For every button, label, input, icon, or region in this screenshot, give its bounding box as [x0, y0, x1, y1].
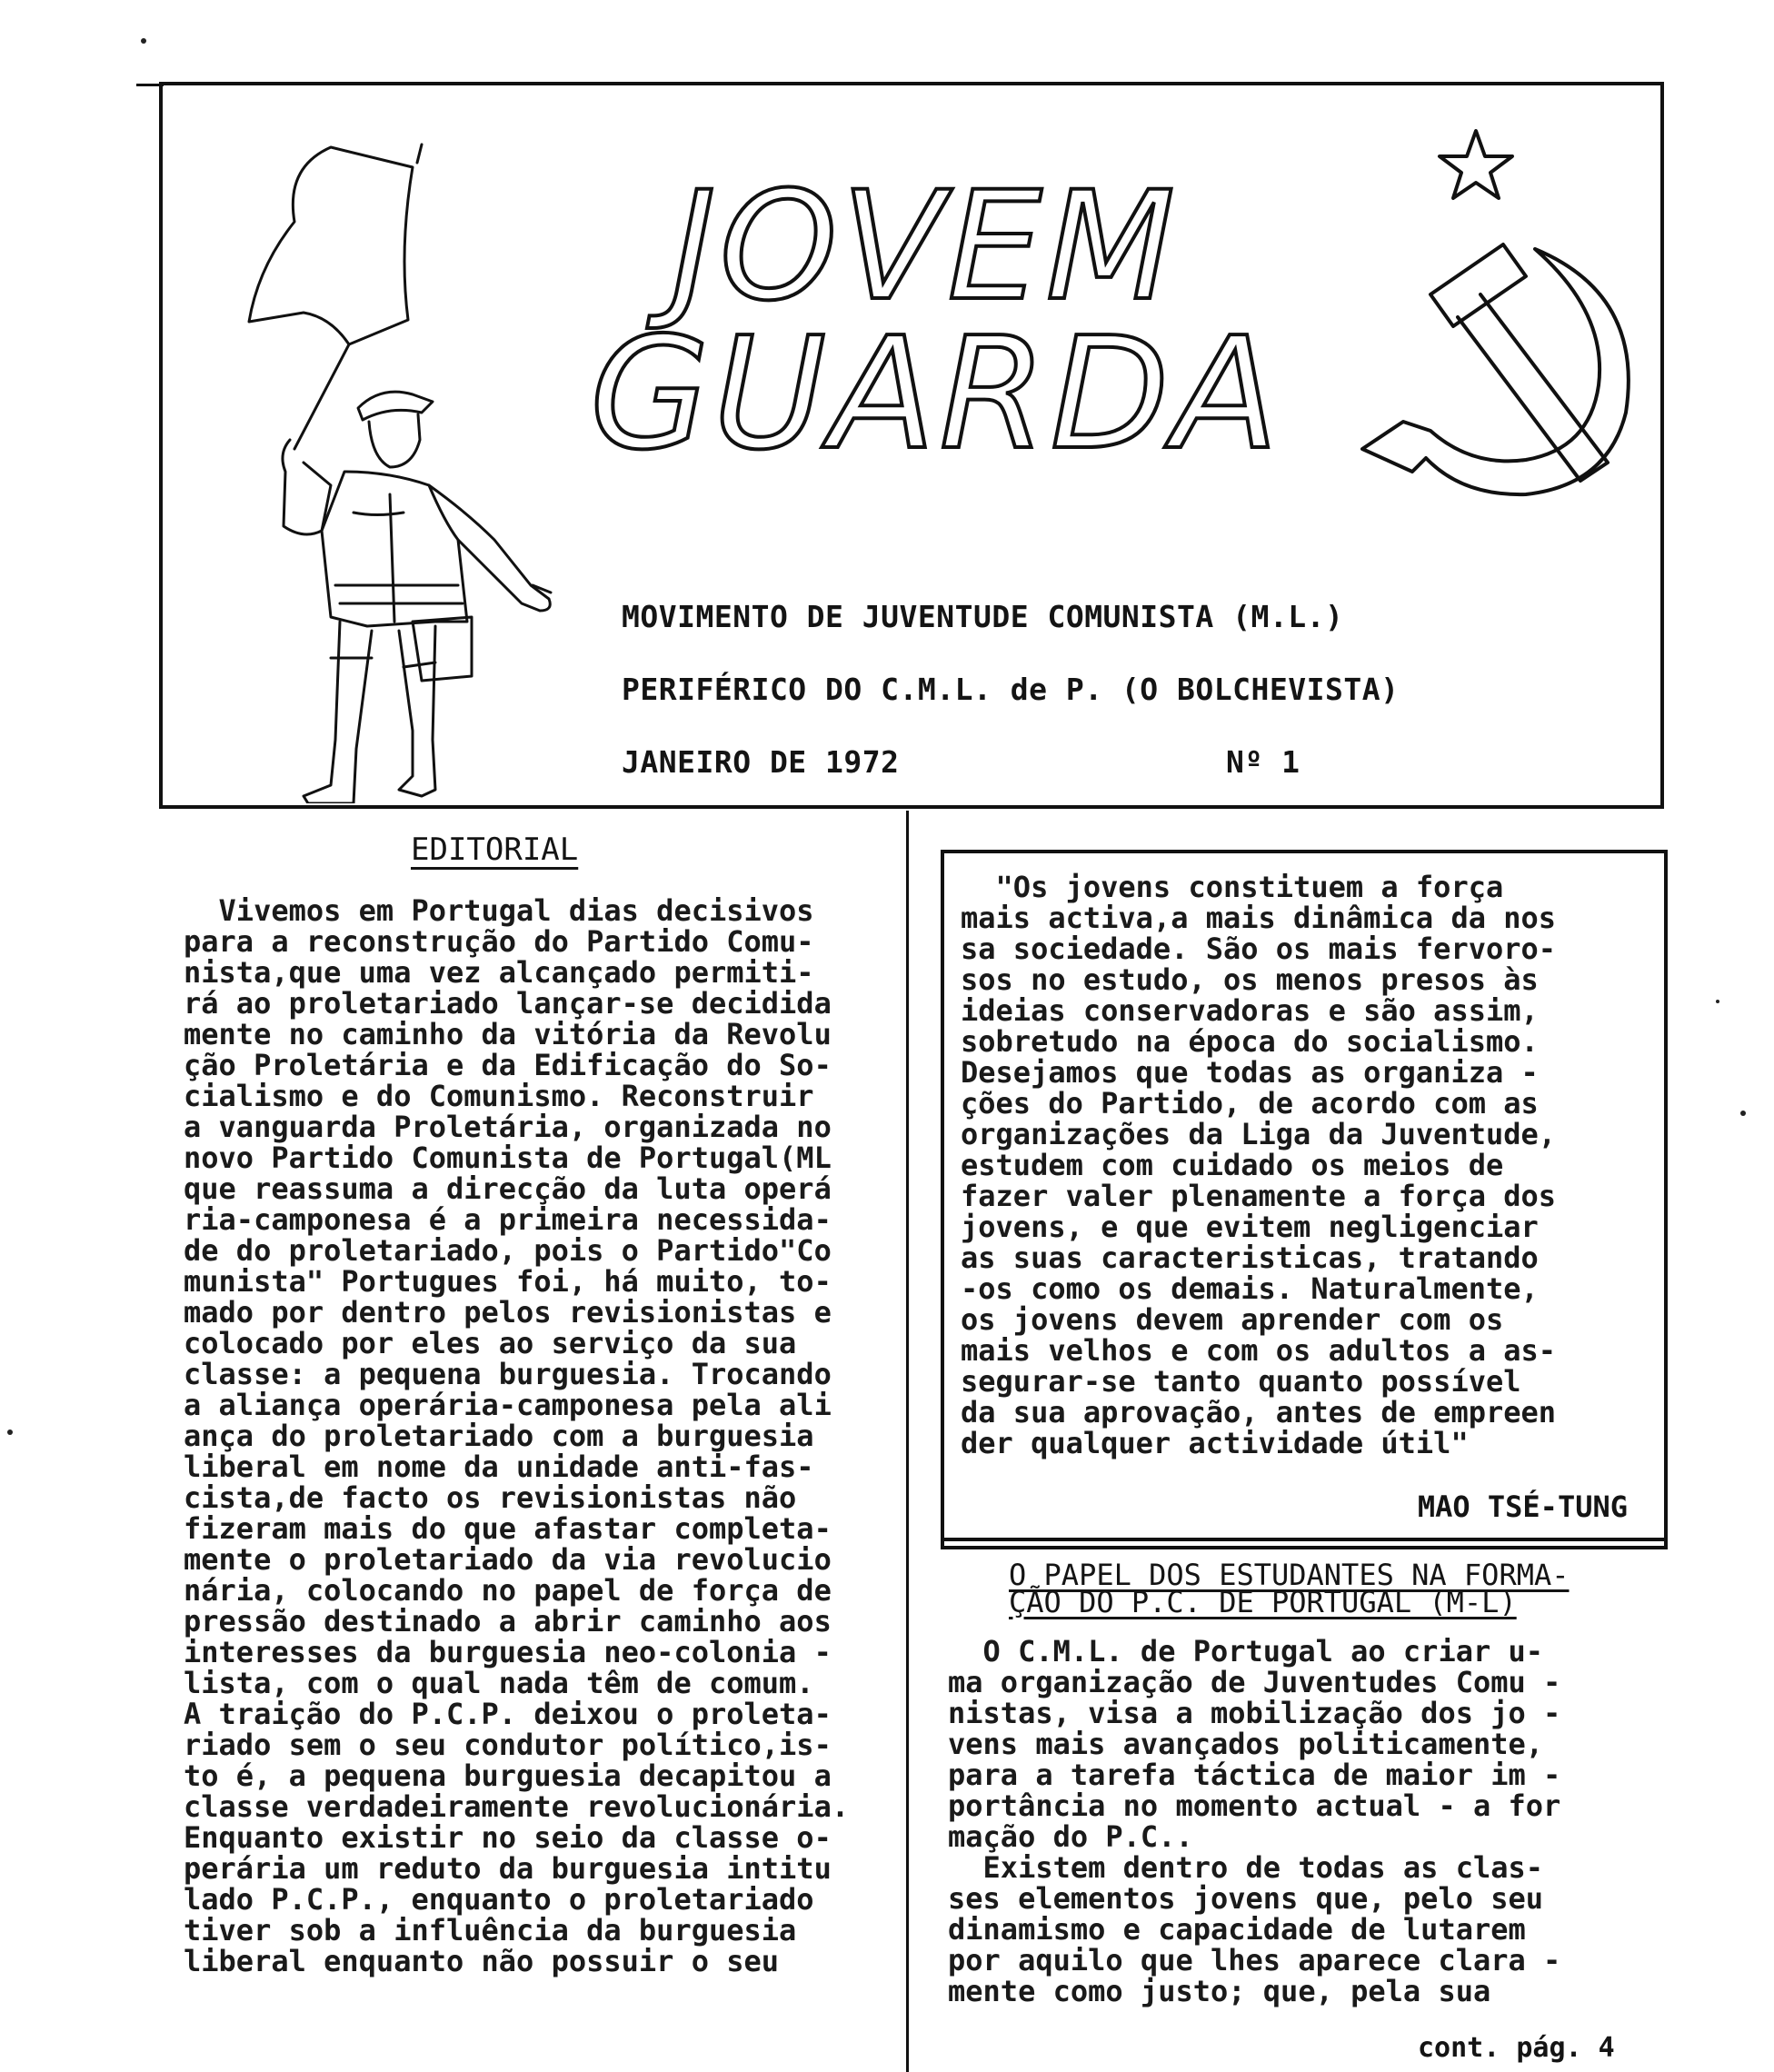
- ink-speck: [7, 1429, 13, 1435]
- organization-line: MOVIMENTO DE JUVENTUDE COMUNISTA (M.L.): [622, 599, 1344, 634]
- issue-number: Nº 1: [1226, 744, 1301, 780]
- column-divider: [906, 811, 909, 2072]
- quote-box: [941, 850, 1668, 1549]
- editorial-heading: EDITORIAL: [411, 832, 579, 868]
- issue-date: JANEIRO DE 1972: [622, 744, 900, 780]
- title-guarda: GUARDA: [590, 304, 1282, 484]
- ink-speck: [1740, 1111, 1746, 1116]
- ink-speck: [1716, 1000, 1719, 1003]
- quote-box-rule: [941, 1538, 1668, 1541]
- editorial-column: [173, 832, 900, 1977]
- editorial-text: Vivemos em Portugal dias decisivos para a reconstrução do Partido Comu- nista,que uma vez alcançado permiti- rá ao proletariado lançar-se decidida mente no caminho da vitória da Revolu ção Proletária e da Edificação do So- cialismo e do Comunismo. Reconstruir a vanguarda Proletária, organizada no novo Partido Comunista de Portugal(ML que reassuma a direcção da luta operá ria-camponesa é a primeira necessida- de do proletariado, pois o Partido"Co munista" Portugues foi, há muito, to- mado por dentro pelos revisionistas e colocado por eles ao serviço da sua classe: a pequena burguesia. Trocando a aliança operária-camponesa pela ali ança do proletariado com a burguesia liberal em nome da unidade anti-fas- cista,de facto os revisionistas não fizeram mais do que afastar completa- mente o proletariado da via revolucio nária, colocando no papel de força de pressão destinado a abrir caminho aos interesses da burguesia neo-colonia - lista, com o qual nada têm de comum. A traição do P.C.P. deixou o proleta- riado sem o seu condutor político,is- to é, a pequena burguesia decapitou a classe verdadeiramente revolucionária. Enquanto existir no seio da classe o- perária um reduto da burguesia intitu lado P.C.P., enquanto o proletariado tiver sob a influência da burguesia liberal enquanto não possuir o seu: [184, 893, 850, 1978]
- quote-text: "Os jovens constituem a força mais activa,a mais dinâmica da nos sa sociedade. São os mais fervoro- sos no estudo, os menos presos às ideias conservadoras e são assim, sobretudo na época do socialismo. Desejamos que todas as organiza - ções do Partido, de acordo com as organizações da Liga da Juventude, estudem com cuidado os meios de fazer valer plenamente a força dos jovens, e que evitem negligenciar as suas caracteristicas, tratando -os como os demais. Naturalmente, os jovens devem aprender com os mais velhos e com os adultos a as- segurar-se tanto quanto possível da sua aprovação, antes de empreen der qualquer actividade útil": [961, 870, 1557, 1460]
- masthead: [159, 82, 1664, 809]
- hammer-sickle-star-emblem: [1344, 104, 1653, 522]
- quote-author: MAO TSÉ-TUNG: [1417, 1489, 1628, 1524]
- title-jovem: JOVEM: [672, 159, 1180, 334]
- article-text: O C.M.L. de Portugal ao criar u- ma organização de Juventudes Comu - nistas, visa a mobilização dos jo - vens mais avançados politicamente, para a tarefa táctica de maior im - portância no momento actual - a for mação do P.C.. Existem dentro de todas as clas- ses elementos jovens que, pelo seu dinamismo e capacidade de lutarem por aquilo que lhes aparece clara - mente como justo; que, pela sua: [948, 1634, 1561, 2008]
- ink-speck: [141, 38, 146, 44]
- affiliation-line: PERIFÉRICO DO C.M.L. de P. (O BOLCHEVISTA): [622, 672, 1400, 707]
- article-heading: O PAPEL DOS ESTUDANTES NA FORMA- ÇÃO DO P.C. DE PORTUGAL (M-L): [1009, 1558, 1570, 1619]
- continued-on-page: cont. pág. 4: [1418, 2032, 1615, 2064]
